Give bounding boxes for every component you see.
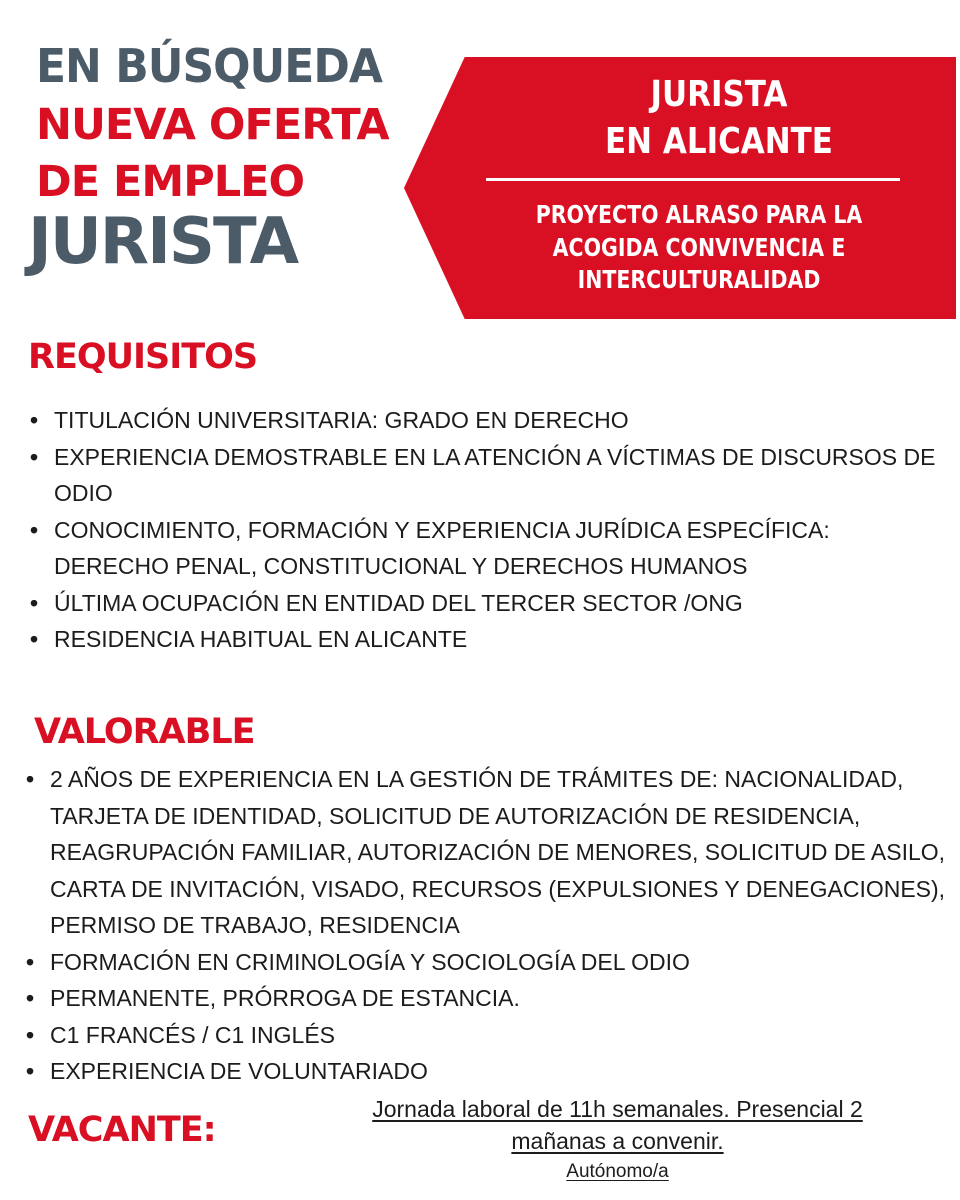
bullet-icon: • xyxy=(30,626,39,652)
requisitos-list xyxy=(30,402,940,658)
valorable-text: FORMACIÓN EN CRIMINOLOGÍA Y SOCIOLOGÍA DEL ODIO xyxy=(50,948,690,975)
requisito-text: EXPERIENCIA DEMOSTRABLE EN LA ATENCIÓN A VÍCTIMAS DE DISCURSOS DE ODIO xyxy=(54,443,936,506)
headline-line-en-busqueda: EN BÚSQUEDA xyxy=(36,39,382,94)
vacante-schedule-line1: Jornada laboral de 11h semanales. Presencial 2 xyxy=(372,1096,863,1122)
vacante-contract-type: Autónomo/a xyxy=(566,1161,669,1182)
headline-line-de-empleo: DE EMPLEO xyxy=(36,157,305,207)
headline xyxy=(28,39,418,279)
requisito-text: CONOCIMIENTO, FORMACIÓN Y EXPERIENCIA JURÍDICA ESPECÍFICA: DERECHO PENAL, CONSTITUCIONAL Y DERECHOS HUMANOS xyxy=(54,516,830,579)
bullet-icon: • xyxy=(30,407,39,433)
requisito-text: TITULACIÓN UNIVERSITARIA: GRADO EN DERECHO xyxy=(54,407,629,433)
list-item xyxy=(30,439,940,512)
bullet-icon: • xyxy=(30,589,39,616)
banner-subtitle-line3: INTERCULTURALIDAD xyxy=(577,265,821,294)
requisitos-heading: REQUISITOS xyxy=(28,337,258,377)
list-item xyxy=(30,585,940,622)
job-banner xyxy=(404,57,956,319)
bullet-icon: • xyxy=(26,948,35,975)
valorable-heading: VALORABLE xyxy=(34,712,255,752)
banner-subtitle-line1: PROYECTO ALRASO PARA LA xyxy=(535,200,863,229)
list-item xyxy=(26,1017,960,1054)
valorable-text: PERMANENTE, PRÓRROGA DE ESTANCIA. xyxy=(50,985,520,1011)
vacante-schedule-line2: mañanas a convenir. xyxy=(511,1128,724,1154)
vacante-heading: VACANTE: xyxy=(28,1110,216,1150)
bullet-icon: • xyxy=(30,443,39,470)
headline-line-nueva-oferta: NUEVA OFERTA xyxy=(36,100,389,150)
bullet-icon: • xyxy=(30,516,39,543)
list-item xyxy=(30,621,940,658)
banner-title-line2: EN ALICANTE xyxy=(605,121,833,162)
list-item xyxy=(30,512,940,585)
list-item xyxy=(26,761,960,944)
list-item xyxy=(30,402,940,439)
valorable-list xyxy=(26,761,960,1090)
banner-title-line1: JURISTA xyxy=(650,74,788,115)
requisito-text: ÚLTIMA OCUPACIÓN EN ENTIDAD DEL TERCER SECTOR /ONG xyxy=(54,589,743,616)
bullet-icon: • xyxy=(26,985,35,1011)
banner-subtitle-line2: ACOGIDA CONVIVENCIA E xyxy=(552,233,846,262)
list-item xyxy=(26,944,960,981)
valorable-text: EXPERIENCIA DE VOLUNTARIADO xyxy=(50,1058,428,1084)
vacante-details xyxy=(320,1093,915,1186)
headline-line-jurista: JURISTA xyxy=(28,205,298,279)
requisito-text: RESIDENCIA HABITUAL EN ALICANTE xyxy=(54,626,468,652)
bullet-icon: • xyxy=(26,766,35,792)
valorable-text: C1 FRANCÉS / C1 INGLÉS xyxy=(50,1021,336,1048)
banner-divider xyxy=(486,178,900,181)
valorable-text: 2 AÑOS DE EXPERIENCIA EN LA GESTIÓN DE TRÁMITES DE: NACIONALIDAD, TARJETA DE IDENTIDAD, SOLICITUD DE AUTORIZACIÓN DE RESIDENCIA, REAGRUPACIÓN FAMILIAR, AUTORIZACIÓN DE MENORES, SOLICITUD DE ASILO, CARTA DE INVITACIÓN, VISADO, RECURSOS (EXPULSIONES Y DENEGACIONES), PERMISO DE TRABAJO, RESIDENCIA xyxy=(50,766,946,938)
list-item xyxy=(26,980,960,1017)
bullet-icon: • xyxy=(26,1058,35,1084)
list-item xyxy=(26,1053,960,1090)
bullet-icon: • xyxy=(26,1021,35,1048)
